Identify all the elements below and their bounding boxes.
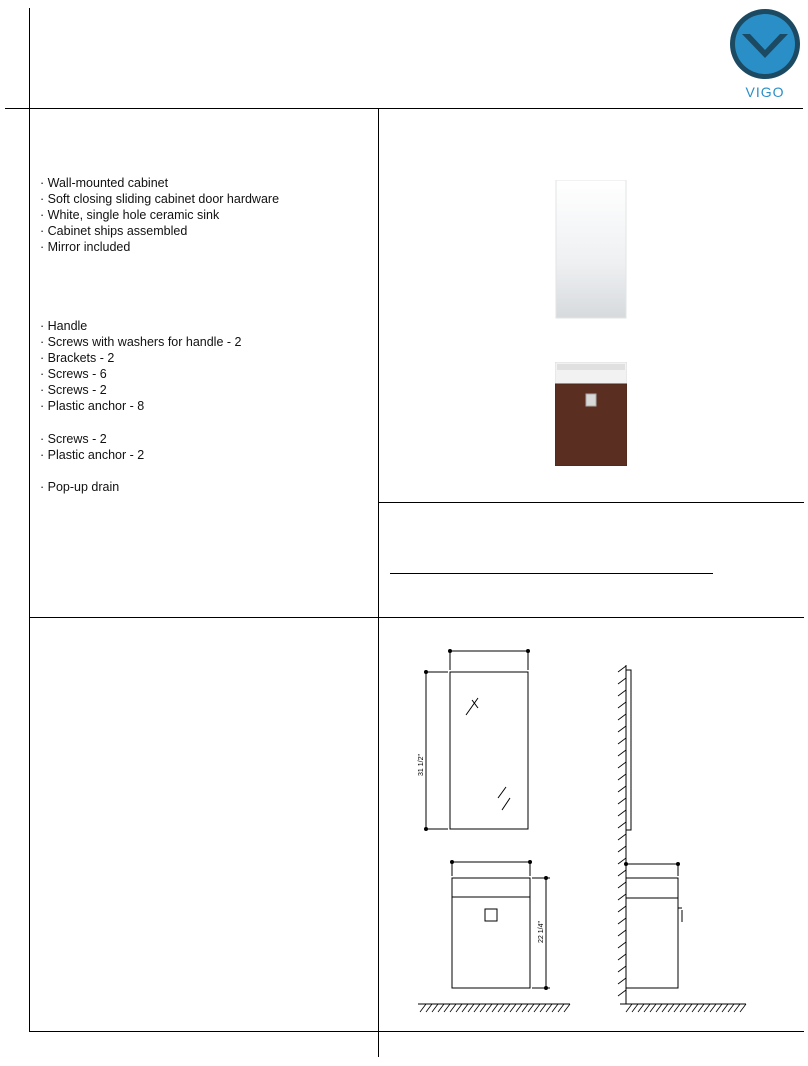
cabinet-front-outline: [452, 878, 530, 988]
left-column-border: [29, 108, 30, 1032]
features-list: [40, 175, 279, 255]
hardware-item: · Plastic anchor - 8: [40, 398, 241, 414]
hardware-item: · Screws - 2: [40, 382, 241, 398]
hardware-item: · Handle: [40, 318, 241, 334]
center-divider: [378, 108, 379, 1057]
hardware-item: · Screws with washers for handle - 2: [40, 334, 241, 350]
hardware-item: · Screws - 2: [40, 431, 144, 447]
cabinet-height-label: 22 1/4": [538, 921, 545, 943]
mirror-image: [555, 180, 627, 320]
hardware-list-1: [40, 318, 241, 414]
top-left-vertical-line: [29, 8, 30, 108]
signature-line: [390, 573, 713, 574]
right-mid-rule: [378, 502, 804, 503]
vigo-logo: [728, 8, 802, 102]
hardware-item: · Pop-up drain: [40, 479, 119, 495]
hardware-list-3: [40, 479, 119, 495]
cabinet-image: [555, 362, 627, 466]
hardware-item: · Screws - 6: [40, 366, 241, 382]
header-rule: [5, 108, 803, 109]
logo-wordmark: VIGO: [745, 84, 785, 100]
feature-item: · Mirror included: [40, 239, 279, 255]
mirror-height-label: 31 1/2": [418, 754, 425, 776]
hardware-item: · Plastic anchor - 2: [40, 447, 144, 463]
feature-item: · White, single hole ceramic sink: [40, 207, 279, 223]
feature-item: · Wall-mounted cabinet: [40, 175, 279, 191]
dimension-drawing: [380, 620, 808, 1030]
feature-item: · Cabinet ships assembled: [40, 223, 279, 239]
cabinet-side-outline: [626, 878, 678, 988]
feature-item: · Soft closing sliding cabinet door hardware: [40, 191, 279, 207]
bottom-rule: [29, 1031, 804, 1032]
mirror-side-outline: [626, 670, 631, 830]
mirror-front-outline: [450, 672, 528, 829]
middle-rule: [29, 617, 804, 618]
hardware-list-2: [40, 431, 144, 463]
vigo-logo-mark-icon: [728, 8, 802, 84]
hardware-item: · Brackets - 2: [40, 350, 241, 366]
